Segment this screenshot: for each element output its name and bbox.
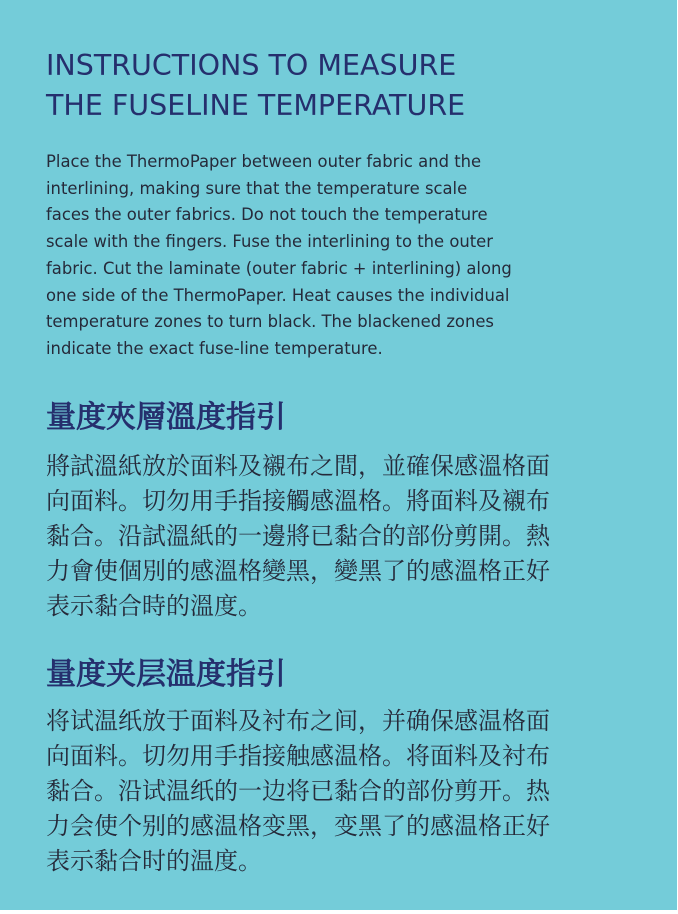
english-title-line: THE FUSELINE TEMPERATURE <box>46 89 466 122</box>
english-title-line: INSTRUCTIONS TO MEASURE <box>46 49 457 82</box>
english-body-line: interlining, making sure that the temperature scale <box>46 178 468 198</box>
traditional-chinese-body-line: 黏合。沿試溫紙的一邊將已黏合的部份剪開。熱 <box>46 522 550 550</box>
simplified-chinese-body-line: 力会使个别的感温格变黑，变黑了的感温格正好 <box>46 812 550 840</box>
simplified-chinese-body-line: 黏合。沿试温纸的一边将已黏合的部份剪开。热 <box>46 777 550 805</box>
english-body-line: scale with the fingers. Fuse the interlining to the outer <box>46 232 493 252</box>
traditional-chinese-body-line: 力會使個別的感溫格變黑，變黑了的感溫格正好 <box>46 557 550 585</box>
simplified-chinese-body-line: 向面料。切勿用手指接触感温格。将面料及衬布 <box>46 742 550 770</box>
traditional-chinese-body-line: 表示黏合時的溫度。 <box>46 592 262 620</box>
traditional-chinese-body-line: 將試溫紙放於面料及襯布之間，並確保感溫格面 <box>46 452 550 480</box>
simplified-chinese-title: 量度夹层温度指引 <box>46 657 286 692</box>
english-body-line: faces the outer fabrics. Do not touch the temperature <box>46 205 488 225</box>
english-title <box>46 46 646 126</box>
english-body-line: Place the ThermoPaper between outer fabric and the <box>46 152 482 171</box>
english-body-line: indicate the exact fuse-line temperature. <box>46 338 383 358</box>
english-body-line: fabric. Cut the laminate (outer fabric + interlining) along <box>46 258 512 278</box>
simplified-chinese-body-line: 将试温纸放于面料及衬布之间，并确保感温格面 <box>46 707 550 735</box>
english-body-line: one side of the ThermoPaper. Heat causes the individual <box>46 285 510 305</box>
english-body-line: temperature zones to turn black. The blackened zones <box>46 312 494 332</box>
simplified-chinese-instructions <box>46 704 646 879</box>
english-instructions <box>46 149 646 363</box>
traditional-chinese-instructions <box>46 449 646 624</box>
traditional-chinese-title: 量度夾層溫度指引 <box>46 400 286 435</box>
simplified-chinese-body-line: 表示黏合时的温度。 <box>46 847 262 875</box>
traditional-chinese-body-line: 向面料。切勿用手指接觸感溫格。將面料及襯布 <box>46 487 550 515</box>
